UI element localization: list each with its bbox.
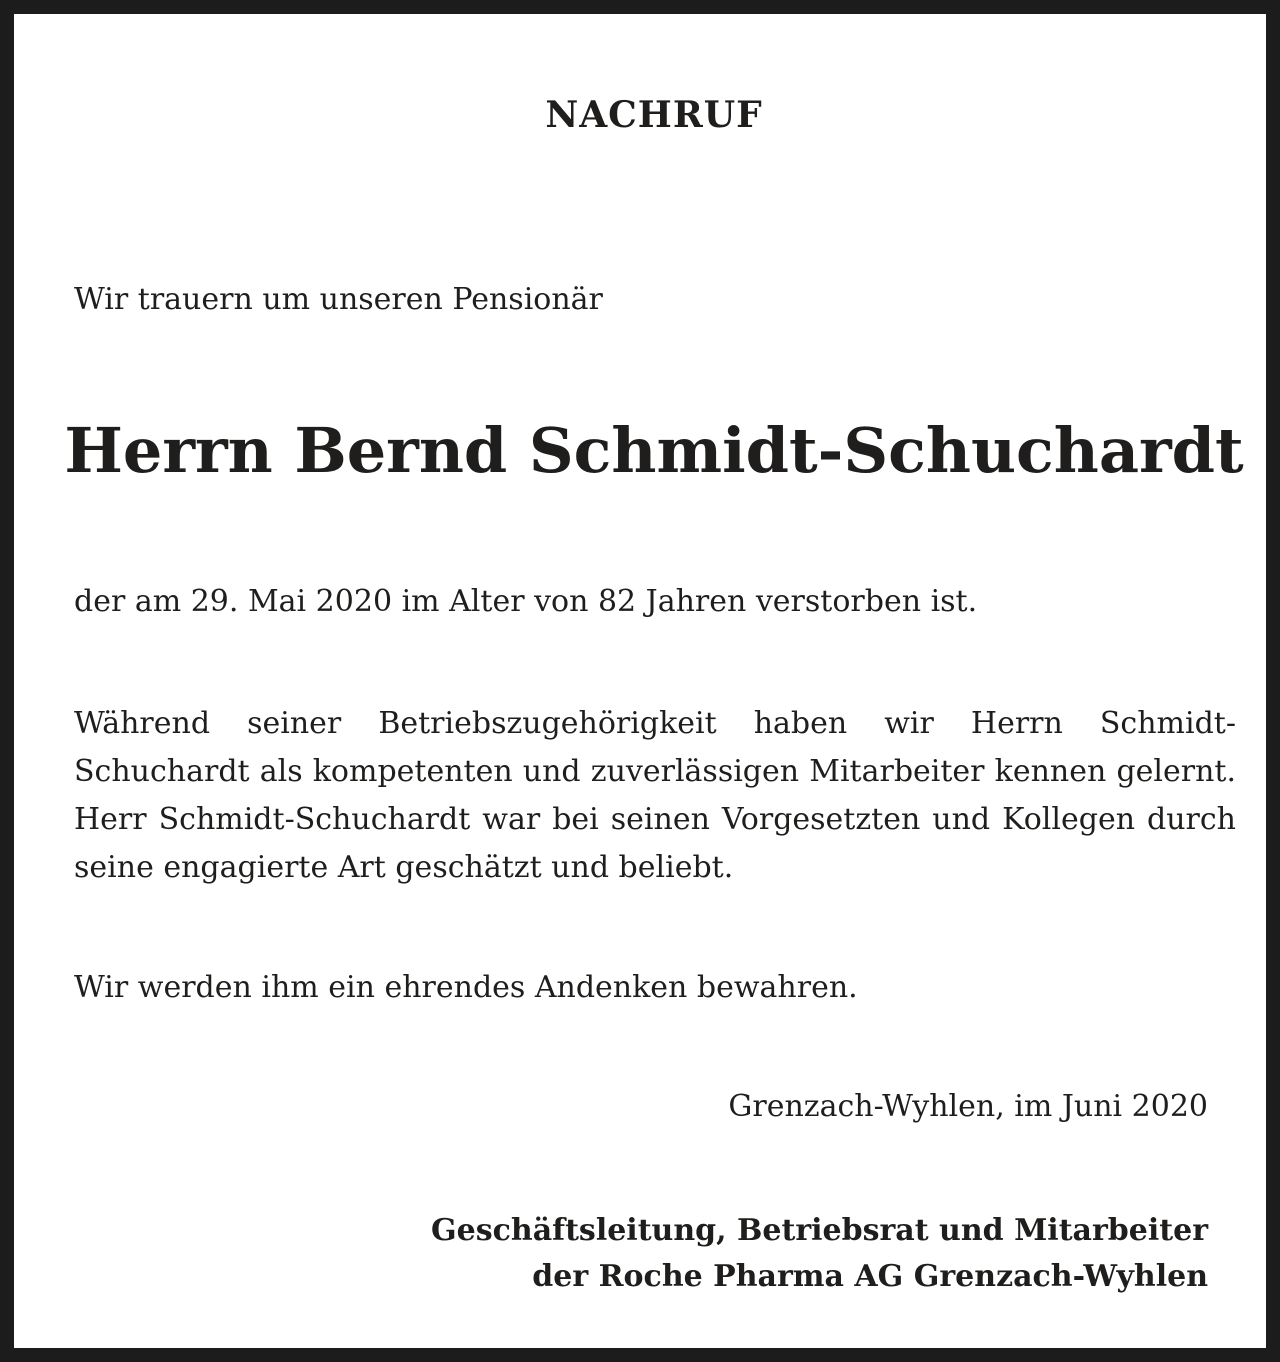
deceased-name: Herrn Bernd Schmidt-Schuchardt [64, 414, 1244, 487]
signature-line-1: Geschäftsleitung, Betriebsrat und Mitarbeiter [431, 1213, 1208, 1248]
place-date: Grenzach-Wyhlen, im Juni 2020 [728, 1089, 1208, 1124]
closing-text: Wir werden ihm ein ehrendes Andenken bewahren. [74, 970, 858, 1005]
death-date-text: der am 29. Mai 2020 im Alter von 82 Jahren verstorben ist. [74, 584, 978, 619]
signature-block [431, 1208, 1208, 1300]
signature-line-2: der Roche Pharma AG Grenzach-Wyhlen [532, 1259, 1208, 1294]
intro-text: Wir trauern um unseren Pensionär [74, 282, 603, 317]
tribute-paragraph: Während seiner Betriebszugehörigkeit haben wir Herrn Schmidt-Schuchardt als kompetenten und zuverlässigen Mitarbeiter kennen gelernt. Herr Schmidt-Schuchardt war bei seinen Vorgesetzten und Kollegen durch seine engagierte Art geschätzt und beliebt. [74, 706, 1236, 885]
notice-heading: NACHRUF [545, 94, 763, 136]
